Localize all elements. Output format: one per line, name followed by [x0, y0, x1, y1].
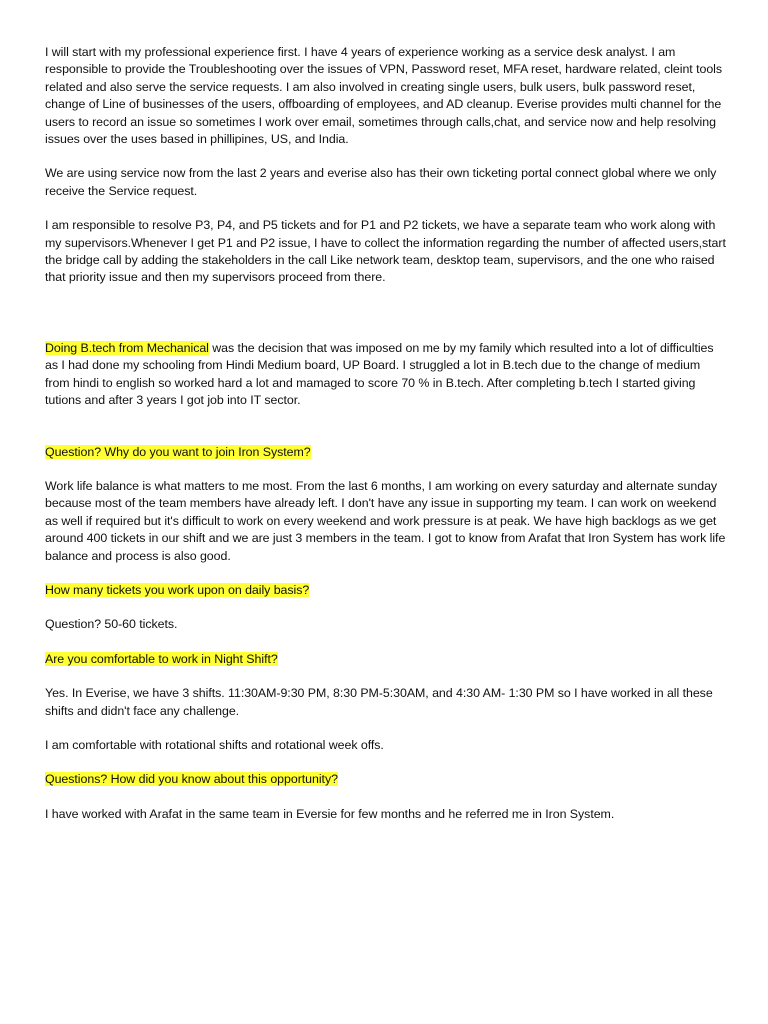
question-heading [45, 651, 728, 668]
question-heading [45, 444, 728, 461]
paragraph-service-now: We are using service now from the last 2 years and everise also has their own ticketing portal connect global where we only receive the Service request. [45, 166, 717, 198]
question-heading [45, 582, 728, 599]
paragraph-education [45, 340, 728, 410]
question-heading [45, 771, 728, 788]
highlighted-question: How many tickets you work upon on daily basis? [45, 582, 310, 597]
highlighted-question: Question? Why do you want to join Iron System? [45, 444, 311, 459]
answer-paragraph: I am comfortable with rotational shifts and rotational week offs. [45, 737, 384, 752]
paragraph-text: was the decision that was imposed on me by my family which resulted into a lot of difficulties as I had done my schooling from Hindi Medium board, UP Board. I struggled a lot in B.tech due to the change of medium from hindi to english so worked hard a lot and mamaged to score 70 % in B.tech. After completing b.tech I started giving tutions and after 3 years I got job into IT sector. [45, 340, 714, 408]
answer-paragraph: Work life balance is what matters to me most. From the last 6 months, I am working on every saturday and alternate sunday because most of the team members have already left. I don't have any issue in supporting my team. I can work on weekend as well if required but it's difficult to work on every weekend and work pressure is at peak. We have high backlogs as we get around 400 tickets in our shift and we are just 3 members in the team. I got to know from Arafat that Iron System has work life balance and process is also good. [45, 478, 726, 563]
paragraph-priority-tickets: I am responsible to resolve P3, P4, and P5 tickets and for P1 and P2 tickets, we have a separate team who work along with my supervisors.Whenever I get P1 and P2 issue, I have to collect the information regarding the number of affected users,start the bridge call by adding the stakeholders in the call Like network team, desktop team, supervisors, and the one who raised that priority issue and then my supervisors proceed from there. [45, 218, 726, 285]
answer-paragraph: Yes. In Everise, we have 3 shifts. 11:30AM-9:30 PM, 8:30 PM-5:30AM, and 4:30 AM- 1:30 PM so I have worked in all these shifts and didn't face any challenge. [45, 686, 713, 718]
answer-paragraph: Question? 50-60 tickets. [45, 617, 178, 632]
highlighted-phrase: Doing B.tech from Mechanical [45, 340, 209, 355]
answer-paragraph: I have worked with Arafat in the same team in Eversie for few months and he referred me in Iron System. [45, 806, 615, 821]
highlighted-question: Questions? How did you know about this opportunity? [45, 772, 338, 787]
paragraph-experience: I will start with my professional experience first. I have 4 years of experience working as a service desk analyst. I am responsible to provide the Troubleshooting over the issues of VPN, Password reset, MFA reset, hardware related, cleint tools related and also serve the service requests. I am also involved in creating single users, bulk users, bulk password reset, change of Line of businesses of the users, offboarding of employees, and AD cleanup. Everise provides multi channel for the users to record an issue so sometimes I work over email, sometimes through calls,chat, and service now and help resolving issues over the uses based in phillipines, US, and India. [45, 45, 723, 147]
highlighted-question: Are you comfortable to work in Night Shift? [45, 651, 278, 666]
